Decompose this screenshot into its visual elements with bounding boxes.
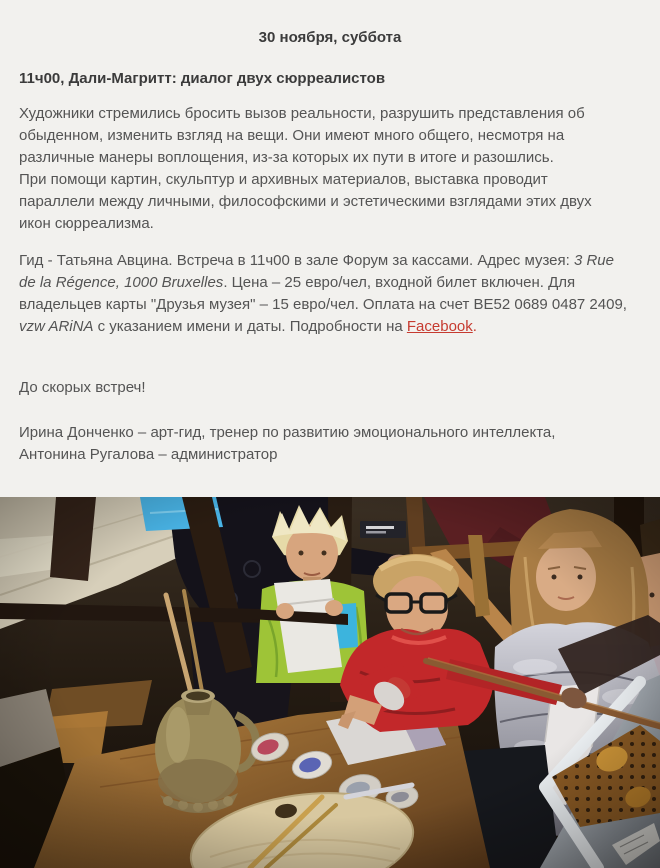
closing-line: До скорых встреч! xyxy=(19,379,146,396)
event-description xyxy=(19,103,627,235)
facebook-link[interactable]: Facebook xyxy=(406,318,473,335)
description-line-1: Художники стремились бросить вызов реальности, разрушить представления об обыденном, изменить взгляд на вещи. Они имеют много общего, несмотря на различные манеры воплощения, из-за которых их пути в итоге и разошлись. xyxy=(19,105,585,166)
museum-workshop-scene xyxy=(0,497,660,868)
date-heading: 30 ноября, суббота xyxy=(258,29,402,46)
details-text-4: . xyxy=(472,318,477,335)
event-title: 11ч00, Дали-Магритт: диалог двух сюрреалистов xyxy=(19,70,386,87)
details-text-3: с указанием имени и даты. Подробности на xyxy=(93,318,407,335)
event-photo xyxy=(0,497,660,868)
museum-address: 3 Rue de la Régence, 1000 Bruxelles xyxy=(19,252,614,291)
org-name: vzw ARiNA xyxy=(19,318,94,335)
signature xyxy=(19,422,627,466)
signature-line-2: Антонина Ругалова – администратор xyxy=(19,446,278,463)
signature-line-1: Ирина Донченко – арт-гид, тренер по развитию эмоционального интеллекта, xyxy=(19,424,556,441)
details-text-2: . Цена – 25 евро/чел, входной билет включен. Для владельцев карты "Друзья музея" – 15 евро/чел. Оплата на счет BE52 0689 0487 2409, xyxy=(19,274,627,313)
description-line-2: При помощи картин, скульптур и архивных материалов, выставка проводит параллели между личными, философскими и эстетическими взглядами этих двух икон сюрреализма. xyxy=(19,171,592,232)
event-details xyxy=(19,250,627,338)
photo-vignette xyxy=(0,497,660,868)
details-text-1: Гид - Татьяна Авцина. Встреча в 11ч00 в зале Форум за кассами. Адрес музея: xyxy=(19,252,574,269)
